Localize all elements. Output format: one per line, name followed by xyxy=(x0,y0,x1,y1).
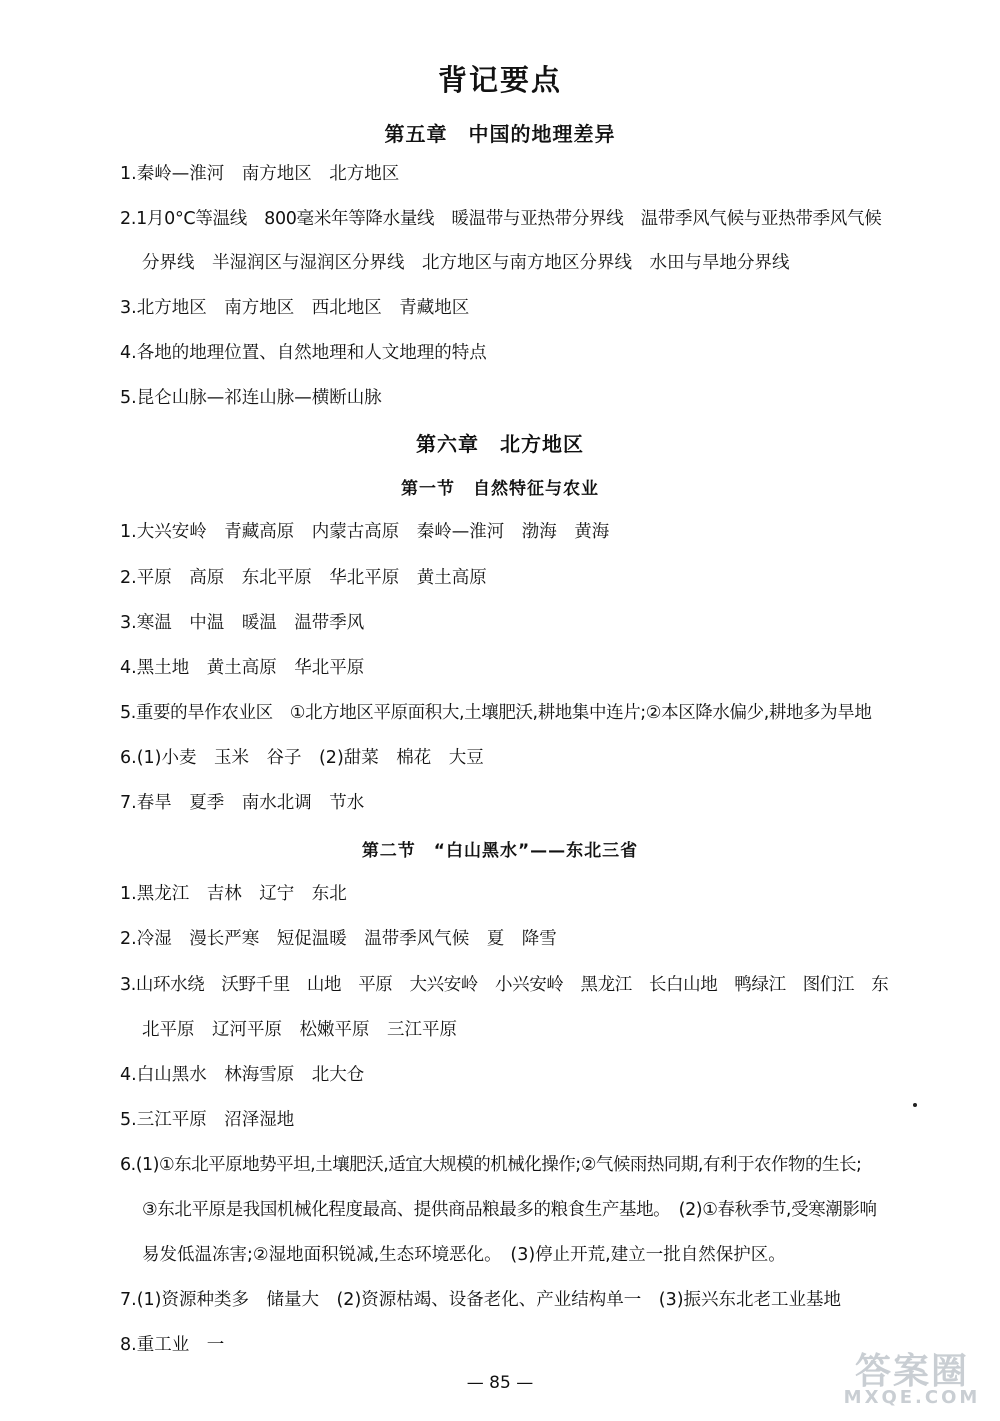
answer-line: 6.(1)①东北平原地势平坦,土壤肥沃,适宜大规模的机械化操作;②气候雨热同期,有利于农作物的生长; xyxy=(120,1155,862,1175)
answer-line-continued: 北平原 辽河平原 松嫩平原 三江平原 xyxy=(142,1020,457,1040)
answer-line: 2.1月0°C等温线 800毫米年等降水量线 暖温带与亚热带分界线 温带季风气候与亚热带季风气候 xyxy=(120,209,882,229)
answer-line: 7.春旱 夏季 南水北调 节水 xyxy=(120,793,365,813)
answer-line: 5.重要的旱作农业区 ①北方地区平原面积大,土壤肥沃,耕地集中连片;②本区降水偏少,耕地多为旱地 xyxy=(120,703,872,723)
answer-line: 3.山环水绕 沃野千里 山地 平原 大兴安岭 小兴安岭 黑龙江 长白山地 鸭绿江 图们江 东 xyxy=(120,975,889,995)
watermark-logo xyxy=(832,1343,992,1413)
answer-line: 1.黑龙江 吉林 辽宁 东北 xyxy=(120,884,347,904)
answer-line: 2.冷湿 漫长严寒 短促温暖 温带季风气候 夏 降雪 xyxy=(120,929,557,949)
answer-line: 3.寒温 中温 暖温 温带季风 xyxy=(120,613,365,633)
answer-line: 5.昆仑山脉—祁连山脉—横断山脉 xyxy=(120,388,382,408)
answer-line: 2.平原 高原 东北平原 华北平原 黄土高原 xyxy=(120,568,487,588)
watermark-top-text: 答案圈 xyxy=(854,1351,969,1392)
answer-line: 4.各地的地理位置、自然地理和人文地理的特点 xyxy=(120,343,487,363)
answer-line: 6.(1)小麦 玉米 谷子 (2)甜菜 棉花 大豆 xyxy=(120,748,484,768)
answer-line-continued: 分界线 半湿润区与湿润区分界线 北方地区与南方地区分界线 水田与旱地分界线 xyxy=(142,253,790,273)
chapter-heading: 第六章 北方地区 xyxy=(416,432,584,456)
answer-line: 4.白山黑水 林海雪原 北大仓 xyxy=(120,1065,365,1085)
answer-line: 5.三江平原 沼泽湿地 xyxy=(120,1110,295,1130)
answer-line: 4.黑土地 黄土高原 华北平原 xyxy=(120,658,365,678)
section-heading: 第一节 自然特征与农业 xyxy=(401,479,599,499)
answer-line-continued: ③东北平原是我国机械化程度最高、提供商品粮最多的粮食生产基地。 (2)①春秋季节,受寒潮影响 xyxy=(142,1200,877,1220)
answer-line-continued: 易发低温冻害;②湿地面积锐减,生态环境恶化。 (3)停止开荒,建立一批自然保护区。 xyxy=(142,1245,786,1265)
answer-line: 8.重工业 一 xyxy=(120,1335,225,1355)
ink-dot xyxy=(913,1103,917,1107)
answer-line: 1.大兴安岭 青藏高原 内蒙古高原 秦岭—淮河 渤海 黄海 xyxy=(120,522,610,542)
section-heading: 第二节 “白山黑水”——东北三省 xyxy=(361,841,639,861)
page-title: 背记要点 xyxy=(437,63,562,97)
answer-line: 1.秦岭—淮河 南方地区 北方地区 xyxy=(120,164,400,184)
answer-line: 3.北方地区 南方地区 西北地区 青藏地区 xyxy=(120,298,470,318)
page-number: — 85 — xyxy=(466,1373,534,1393)
answer-line: 7.(1)资源种类多 储量大 (2)资源枯竭、设备老化、产业结构单一 (3)振兴东北老工业基地 xyxy=(120,1290,842,1310)
chapter-heading: 第五章 中国的地理差异 xyxy=(384,122,616,146)
watermark-bottom-text: MXQE.COM xyxy=(843,1387,981,1408)
